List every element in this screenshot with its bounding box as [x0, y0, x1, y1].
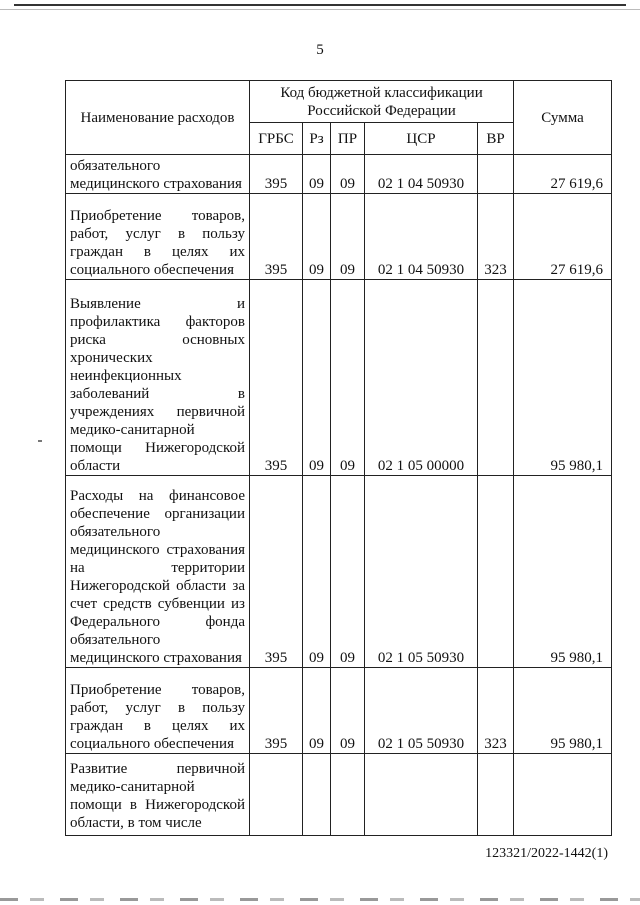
- row-csr: 02 1 05 50930: [365, 668, 478, 754]
- row-name: Выявление и профилактика факторов риска основных хронических неинфекционных заболеваний в учреждениях первичной медико-санитарной помощи Нижегородской области: [66, 280, 250, 476]
- scan-speck: [38, 440, 42, 442]
- row-sum: 27 619,6: [514, 194, 612, 280]
- scan-top-border: [14, 4, 626, 6]
- row-grbs: [250, 754, 303, 836]
- row-name: Развитие первичной медико-санитарной помощи в Нижегородской области, в том числе: [66, 754, 250, 836]
- row-pr: 09: [331, 155, 365, 194]
- row-vr: 323: [478, 194, 514, 280]
- row-sum: 95 980,1: [514, 476, 612, 668]
- row-name: Расходы на финансовое обеспечение организации обязательного медицинского страхования на территории Нижегородской области за счет средств субвенции из Федерального фонда обязательного медицинского страхования: [66, 476, 250, 668]
- row-csr: 02 1 04 50930: [365, 194, 478, 280]
- table-row: [66, 280, 612, 476]
- table-row: [66, 194, 612, 280]
- table-row: [66, 476, 612, 668]
- header-csr: ЦСР: [365, 123, 478, 155]
- header-rz: Рз: [303, 123, 331, 155]
- row-name: обязательного медицинского страхования: [66, 155, 250, 194]
- scan-top-border-faint: [0, 9, 640, 10]
- row-rz: 09: [303, 155, 331, 194]
- header-name: Наименование расходов: [66, 81, 250, 155]
- document-footer-code: 123321/2022-1442(1): [485, 846, 608, 861]
- table-row: [66, 668, 612, 754]
- row-name: Приобретение товаров, работ, услуг в пользу граждан в целях их социального обеспечения: [66, 668, 250, 754]
- row-csr: 02 1 05 50930: [365, 476, 478, 668]
- row-grbs: 395: [250, 194, 303, 280]
- row-rz: 09: [303, 194, 331, 280]
- row-name: Приобретение товаров, работ, услуг в пользу граждан в целях их социального обеспечения: [66, 194, 250, 280]
- row-pr: 09: [331, 280, 365, 476]
- row-grbs: 395: [250, 668, 303, 754]
- row-rz: 09: [303, 476, 331, 668]
- row-vr: [478, 155, 514, 194]
- row-pr: 09: [331, 668, 365, 754]
- row-pr: [331, 754, 365, 836]
- row-pr: 09: [331, 476, 365, 668]
- row-vr: [478, 754, 514, 836]
- row-rz: 09: [303, 668, 331, 754]
- row-csr: [365, 754, 478, 836]
- row-sum: [514, 754, 612, 836]
- header-amount: Сумма: [514, 81, 612, 155]
- row-grbs: 395: [250, 476, 303, 668]
- header-row-1: [66, 81, 612, 123]
- row-csr: 02 1 05 00000: [365, 280, 478, 476]
- row-csr: 02 1 04 50930: [365, 155, 478, 194]
- row-rz: [303, 754, 331, 836]
- header-code-group: Код бюджетной классификации Российской Федерации: [250, 81, 514, 123]
- table-row: [66, 155, 612, 194]
- row-sum: 95 980,1: [514, 668, 612, 754]
- scan-bottom-artifact: [0, 898, 640, 901]
- row-vr: [478, 476, 514, 668]
- table-row: [66, 754, 612, 836]
- row-vr: [478, 280, 514, 476]
- row-sum: 95 980,1: [514, 280, 612, 476]
- row-grbs: 395: [250, 155, 303, 194]
- header-vr: ВР: [478, 123, 514, 155]
- budget-table: [65, 80, 612, 836]
- page-number: 5: [316, 42, 324, 58]
- header-pr: ПР: [331, 123, 365, 155]
- row-rz: 09: [303, 280, 331, 476]
- header-grbs: ГРБС: [250, 123, 303, 155]
- row-grbs: 395: [250, 280, 303, 476]
- row-pr: 09: [331, 194, 365, 280]
- row-vr: 323: [478, 668, 514, 754]
- row-sum: 27 619,6: [514, 155, 612, 194]
